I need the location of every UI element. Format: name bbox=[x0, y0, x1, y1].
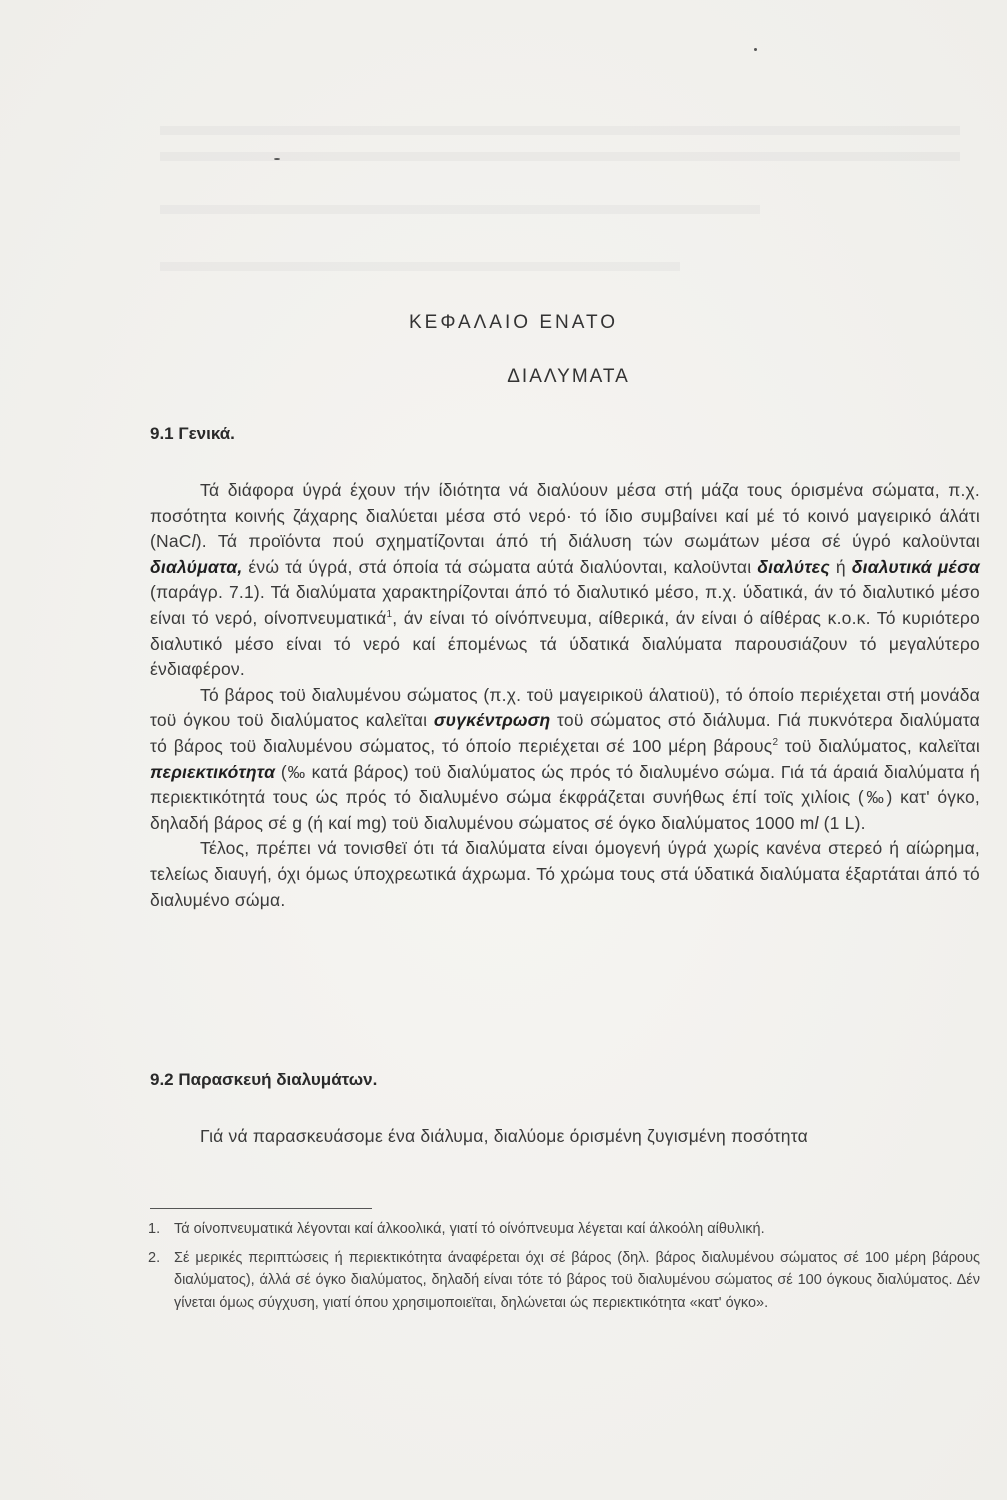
paragraph: Γιά νά παρασκευάσομε ένα διάλυμα, διαλύομε όρισμένη ζυγισμένη ποσότητα bbox=[200, 1126, 808, 1146]
footnote-ref-1: 1 bbox=[386, 609, 393, 621]
term-solvents: διαλύτες bbox=[757, 556, 830, 577]
paper-speck bbox=[754, 48, 757, 51]
paragraph: Τέλος, πρέπει νά τονισθεϊ ότι τά διαλύματα είναι όμογενή ύγρά χωρίς κανένα στερεό ή αίώρημα, τελείως διαυγή, όχι όμως ύποχρεωτικά άχρωμα. Τό χρώμα τους στά ύδατικά διαλύματα έξαρτάται άπό τό διαλυμένο σώμα. bbox=[150, 838, 980, 910]
term-solutions: διαλύματα, bbox=[150, 556, 243, 577]
section-heading-9-2: 9.2 Παρασκευή διαλυμάτων. bbox=[150, 1070, 378, 1089]
footnote-2 bbox=[148, 1247, 980, 1315]
section-9-2-body bbox=[150, 1124, 980, 1150]
bleed-through-mark bbox=[160, 262, 680, 271]
bleed-through-mark bbox=[160, 126, 960, 135]
bleed-through-mark bbox=[160, 152, 960, 161]
footnote-ref-2: 2 bbox=[772, 737, 779, 749]
paper-speck bbox=[274, 158, 280, 160]
footnote-divider bbox=[150, 1208, 372, 1209]
footnote-1 bbox=[148, 1218, 980, 1241]
footnote-text: Τά οίνοπνευματικά λέγονται καί άλκοολικά, γιατί τό οίνόπνευμα λέγεται καί άλκοόλη αίθυλική. bbox=[174, 1221, 765, 1237]
paragraph: Τό βάρος τοϋ διαλυμένου σώματος (π.χ. τοϋ μαγειρικοϋ άλατιοϋ), τό όποίο περιέχεται στή μονάδα τοϋ όγκου τοϋ διαλύματος καλεϊται συγκέντρωση τοϋ σώματος στό διάλυμα. Γιά πυκνότερα διαλύματα τό βάρος τοϋ διαλυμένου σώματος, τό όποίο περιέχεται σέ 100 μέρη βάρους$^2$ τοϋ διαλύματος, καλεϊται περιεκτικότητα (‰ κατά βάρος) τοϋ διαλύματος ώς πρός τό διαλυμένο σώμα. Γιά τά άραιά διαλύματα ή περιεκτικότητά τους ώς πρός τό διαλυμένο σώμα έκφράζεται συνήθως έπί τοϊς χιλίοις (‰) κατ' όγκο, δηλαδή βάρος σέ g (ή καί mg) τοϋ διαλυμένου σώματος σέ όγκο διαλύματος 1000 ml (1 L). bbox=[150, 684, 981, 833]
section-heading-9-1: 9.1 Γενικά. bbox=[150, 424, 235, 443]
chapter-title: ΚΕΦΑΛΑΙΟ ΕΝΑΤΟ bbox=[408, 312, 619, 333]
bleed-through-mark bbox=[160, 205, 760, 214]
footnote-text: Σέ μερικές περιπτώσεις ή περιεκτικότητα άναφέρεται όχι σέ βάρος (δηλ. βάρος διαλυμένου σώματος σέ 100 μέρη βάρους διαλύματος), άλλά σέ όγκο διαλύματος, δηλαδή είναι τότε τό βάρος τοϋ διαλυμένου σώματος σέ 100 όγκους διαλύματος. Δέν γίνεται όμως σύγχυση, γιατί όπου χρησιμοποιεϊται, δηλώνεται ώς περιεκτικότητα «κατ' όγκο». bbox=[174, 1249, 980, 1311]
footnote-number: 1. bbox=[148, 1221, 161, 1237]
term-content: περιεκτικότητα bbox=[150, 761, 276, 782]
term-concentration: συγκέντρωση bbox=[433, 710, 551, 731]
footnote-number: 2. bbox=[148, 1249, 161, 1266]
term-solvent-media: διαλυτικά μέσα bbox=[851, 556, 980, 577]
footnotes bbox=[148, 1218, 980, 1314]
paragraph: Τά διάφορα ύγρά έχουν τήν ίδιότητα νά διαλύουν μέσα στή μάζα τους όρισμένα σώματα, π.χ. ποσότητα κοινής ζάχαρης διαλύεται μέσα στό νερό· τό ίδιο συμβαίνει καί μέ τό κοινό μαγειρικό άλάτι (NaCl). Τά προϊόντα πού σχηματίζονται άπό τή διάλυση τών σωμάτων μέσα σέ ύγρό καλοϋνται διαλύματα, ένώ τά ύγρά, στά όποία τά σώματα αύτά διαλύονται, καλοϋνται διαλύτες ή διαλυτικά μέσα (παράγρ. 7.1). Τά διαλύματα χαρακτηρίζονται άπό τό διαλυτικό μέσο, π.χ. ύδατικά, άν τό διαλυτικό μέσο είναι τό νερό, οίνοπνευματικά$^1$, άν είναι τό οίνόπνευμα, αίθερικά, άν είναι ό αίθέρας κ.ο.κ. Τό κυριότερο διαλυτικό μέσο είναι τό νερό καί έπομένως τά ύδατικά διαλύματα παρουσιάζουν τό μεγαλύτερο ένδιαφέρον. bbox=[150, 480, 980, 680]
section-9-1-body bbox=[150, 478, 980, 913]
chapter-subtitle: ΔΙΑΛΥΜΑΤΑ bbox=[507, 366, 630, 387]
